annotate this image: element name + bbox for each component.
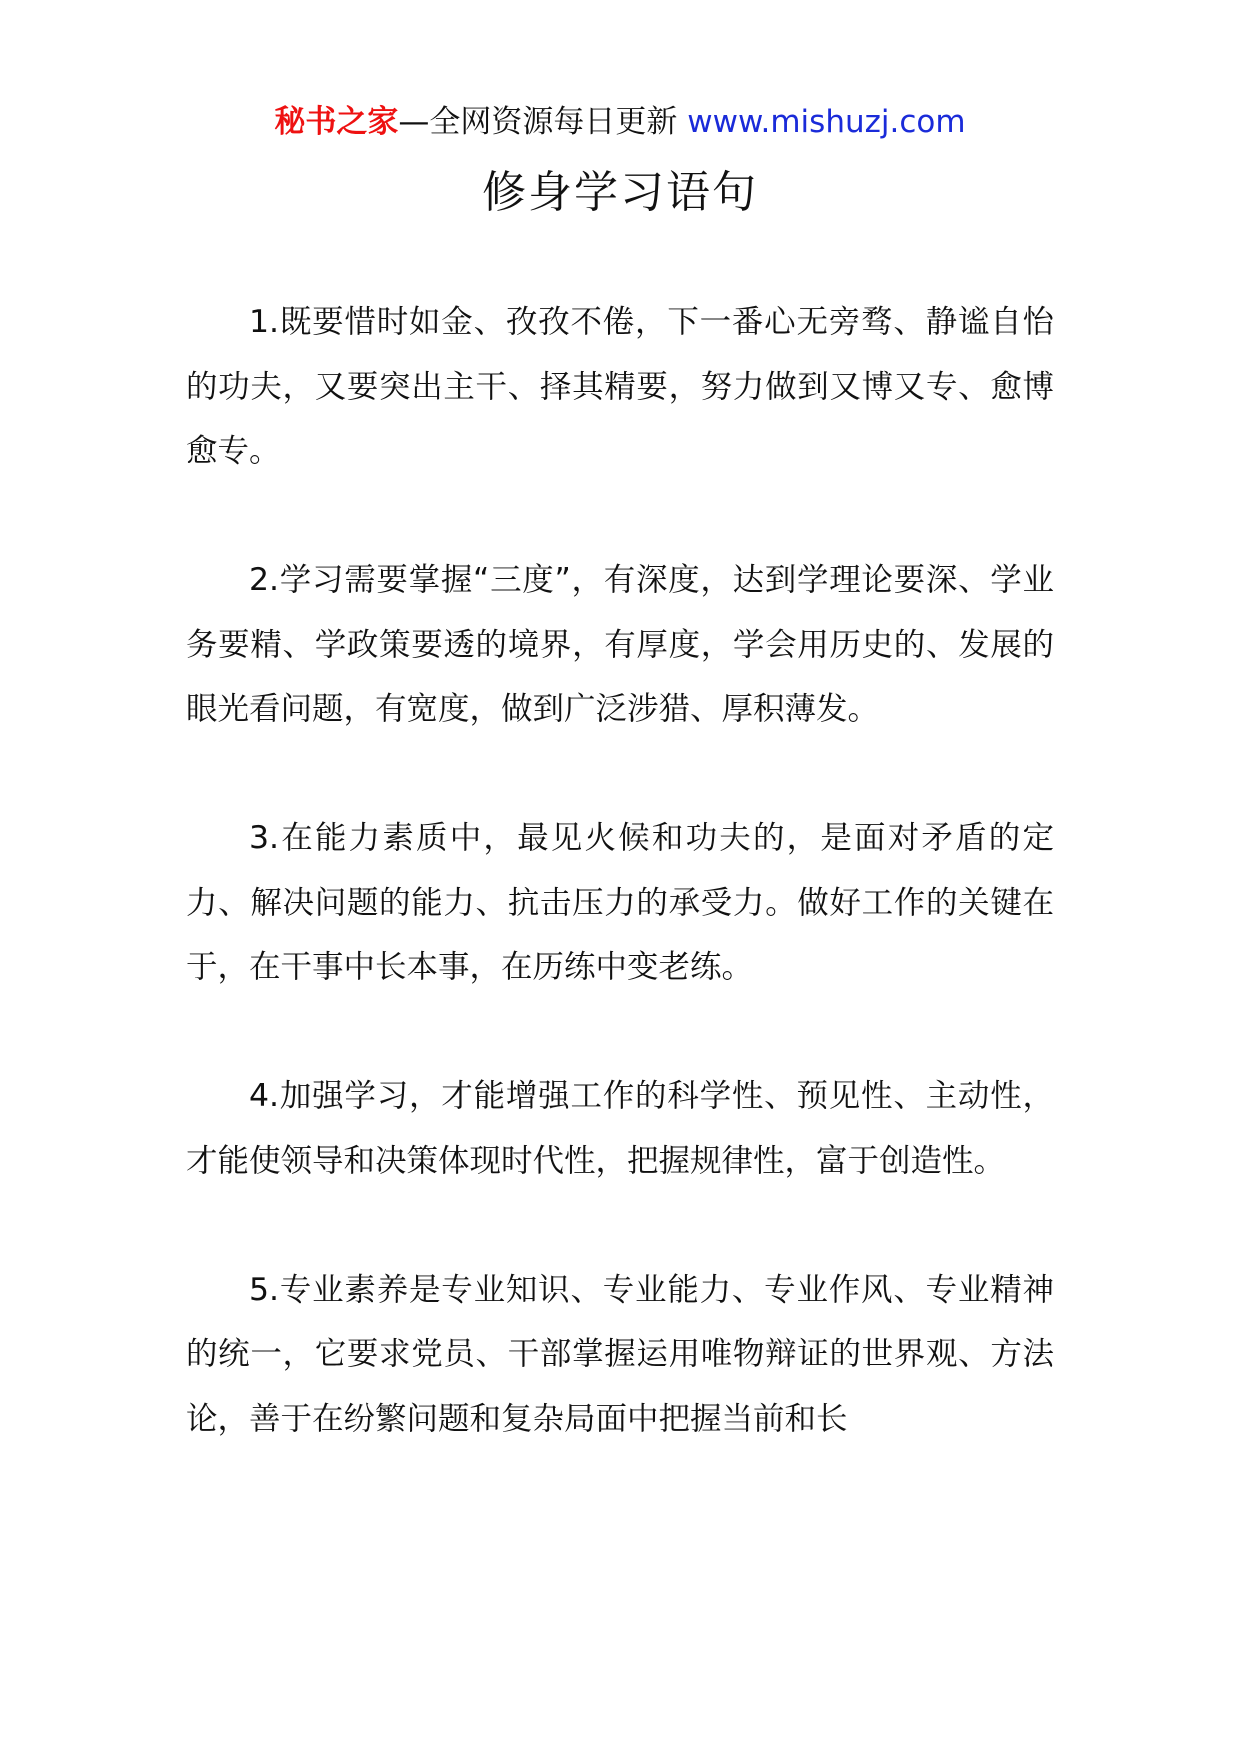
- paragraph-3: 3.在能力素质中，最见火候和功夫的，是面对矛盾的定力、解决问题的能力、抗击压力的承受力。做好工作的关键在于，在干事中长本事，在历练中变老练。: [186, 820, 1054, 985]
- site-name: 秘书之家: [274, 104, 399, 140]
- document-body: [186, 290, 1054, 1516]
- paragraph-1: 1.既要惜时如金、孜孜不倦，下一番心无旁骛、静谧自怡的功夫，又要突出主干、择其精要，努力做到又博又专、愈博愈专。: [186, 304, 1054, 469]
- document-title: 修身学习语句: [482, 167, 758, 218]
- paragraph-5: 5.专业素养是专业知识、专业能力、专业作风、专业精神的统一，它要求党员、干部掌握运用唯物辩证的世界观、方法论，善于在纷繁问题和复杂局面中把握当前和长: [186, 1271, 1054, 1437]
- paragraph-2: 2.学习需要掌握“三度”，有深度，达到学理论要深、学业务要精、学政策要透的境界，有厚度，学会用历史的、发展的眼光看问题，有宽度，做到广泛涉猎、厚积薄发。: [186, 562, 1054, 727]
- site-banner: [0, 100, 1240, 144]
- paragraph-4: 4.加强学习，才能增强工作的科学性、预见性、主动性，才能使领导和决策体现时代性，把握规律性，富于创造性。: [186, 1078, 1054, 1179]
- site-url-link[interactable]: www.mishuzj.com: [687, 104, 966, 140]
- site-tagline: —全网资源每日更新: [398, 104, 678, 140]
